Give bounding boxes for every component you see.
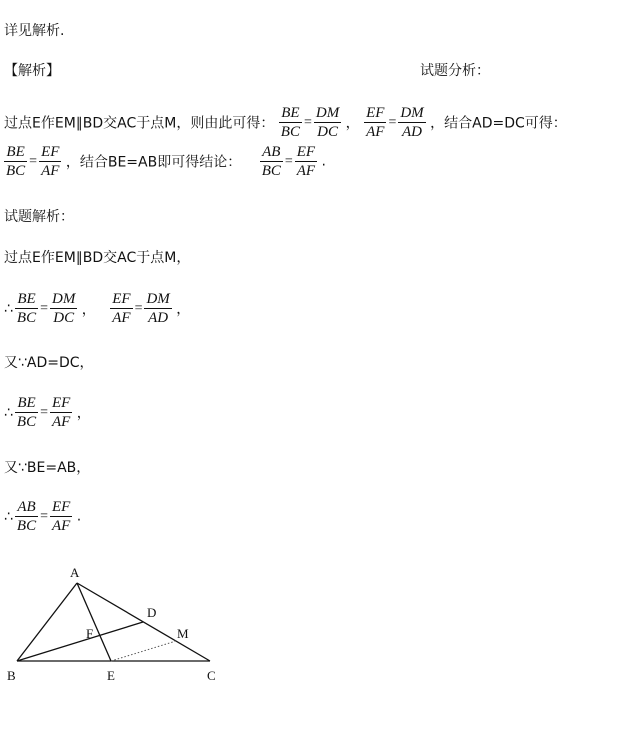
- frac-den: BC: [16, 518, 37, 534]
- equals-sign: =: [303, 114, 312, 130]
- period: .: [321, 153, 326, 170]
- analysis-label: 【解析】: [4, 63, 60, 79]
- comma: ，: [345, 115, 360, 132]
- solution-title: 试题解析：: [4, 209, 74, 225]
- frac-num: BE: [15, 290, 38, 309]
- segment-bd: [17, 622, 143, 661]
- therefore-symbol: ∴: [4, 508, 13, 525]
- frac-den: BC: [6, 163, 26, 179]
- frac-num: EF: [41, 144, 60, 160]
- label-a: A: [70, 565, 80, 580]
- frac-den: BC: [16, 310, 37, 326]
- fraction-be-bc: [279, 104, 302, 141]
- fraction-dm-ad: [398, 104, 425, 141]
- frac-num: DM: [315, 105, 340, 121]
- frac-num: AB: [15, 498, 38, 517]
- frac-den: AF: [296, 163, 316, 179]
- frac-num: DM: [52, 291, 76, 307]
- comma: ，: [76, 405, 91, 422]
- frac-den: AF: [366, 124, 385, 140]
- frac-den: BC: [16, 414, 37, 430]
- fraction-ef-af: [50, 394, 72, 431]
- label-d: D: [147, 605, 157, 620]
- equals-sign: =: [40, 508, 48, 524]
- analysis-line1-prefix: 过点E作EM∥BD交AC于点M，则由此可得：: [4, 115, 275, 132]
- frac-num: BE: [4, 143, 27, 162]
- fraction-dm-ad: [144, 290, 171, 327]
- frac-den: AF: [52, 518, 71, 534]
- fraction-ef-af: [39, 143, 61, 180]
- fraction-ab-bc: [260, 143, 283, 180]
- segment-ae: [77, 583, 111, 661]
- label-m: M: [177, 626, 189, 641]
- frac-den: AF: [112, 310, 131, 326]
- solution-step-1: 过点E作EM∥BD交AC于点M，: [4, 250, 191, 266]
- therefore-symbol: ∴: [4, 404, 13, 421]
- frac-num: EF: [366, 105, 385, 121]
- frac-den: BC: [280, 124, 300, 140]
- label-e: E: [107, 668, 115, 683]
- fraction-ab-bc: [15, 498, 38, 535]
- frac-den: DC: [317, 124, 338, 140]
- frac-den: AF: [41, 163, 60, 179]
- solution-step-2: [4, 290, 190, 327]
- fraction-ef-af: [295, 143, 317, 180]
- frac-num: AB: [260, 143, 283, 162]
- fraction-be-bc: [4, 143, 27, 180]
- header-text: 详见解析.: [4, 23, 65, 39]
- fraction-be-bc: [15, 394, 38, 431]
- frac-den: BC: [261, 163, 281, 179]
- fraction-ef-af: [50, 498, 72, 535]
- fraction-dm-dc: [314, 104, 341, 141]
- fraction-dm-dc: [50, 290, 77, 327]
- frac-num: EF: [112, 291, 131, 307]
- therefore-symbol: ∴: [4, 300, 13, 317]
- test-analysis-label: 试题分析：: [420, 63, 490, 79]
- fraction-ef-af: [364, 104, 386, 141]
- frac-den: AD: [148, 310, 169, 326]
- analysis-line2-middle: ，结合BE=AB即可得结论：: [65, 154, 242, 171]
- frac-num: EF: [52, 395, 71, 411]
- frac-num: BE: [15, 394, 38, 413]
- comma: ，: [81, 301, 96, 318]
- segment-ac: [77, 583, 210, 661]
- analysis-line-1: [4, 104, 567, 141]
- label-b: B: [7, 668, 16, 683]
- frac-num: EF: [52, 499, 71, 515]
- analysis-line-2: [4, 143, 326, 180]
- equals-sign: =: [40, 404, 48, 420]
- frac-den: AF: [52, 414, 71, 430]
- solution-step-6: [4, 498, 81, 535]
- solution-step-4: [4, 394, 91, 431]
- label-c: C: [207, 668, 216, 683]
- comma: ，: [176, 301, 191, 318]
- frac-num: BE: [279, 104, 302, 123]
- frac-den: AD: [402, 124, 422, 140]
- fraction-be-bc: [15, 290, 38, 327]
- equals-sign: =: [134, 300, 143, 316]
- solution-step-3: 又∵AD=DC，: [4, 355, 94, 371]
- frac-num: EF: [296, 144, 316, 160]
- equals-sign: =: [40, 300, 48, 316]
- period: .: [76, 508, 82, 525]
- frac-den: DC: [53, 310, 75, 326]
- analysis-line1-suffix: ，结合AD=DC可得：: [430, 115, 567, 132]
- label-f: F: [86, 626, 94, 641]
- equals-sign: =: [388, 114, 397, 130]
- solution-step-5: 又∵BE=AB，: [4, 460, 91, 476]
- equals-sign: =: [284, 153, 293, 169]
- frac-num: DM: [146, 291, 170, 307]
- segment-em-dotted: [111, 641, 176, 661]
- equals-sign: =: [29, 153, 38, 169]
- frac-num: DM: [400, 105, 424, 121]
- fraction-ef-af: [110, 290, 132, 327]
- segment-ab: [17, 583, 77, 661]
